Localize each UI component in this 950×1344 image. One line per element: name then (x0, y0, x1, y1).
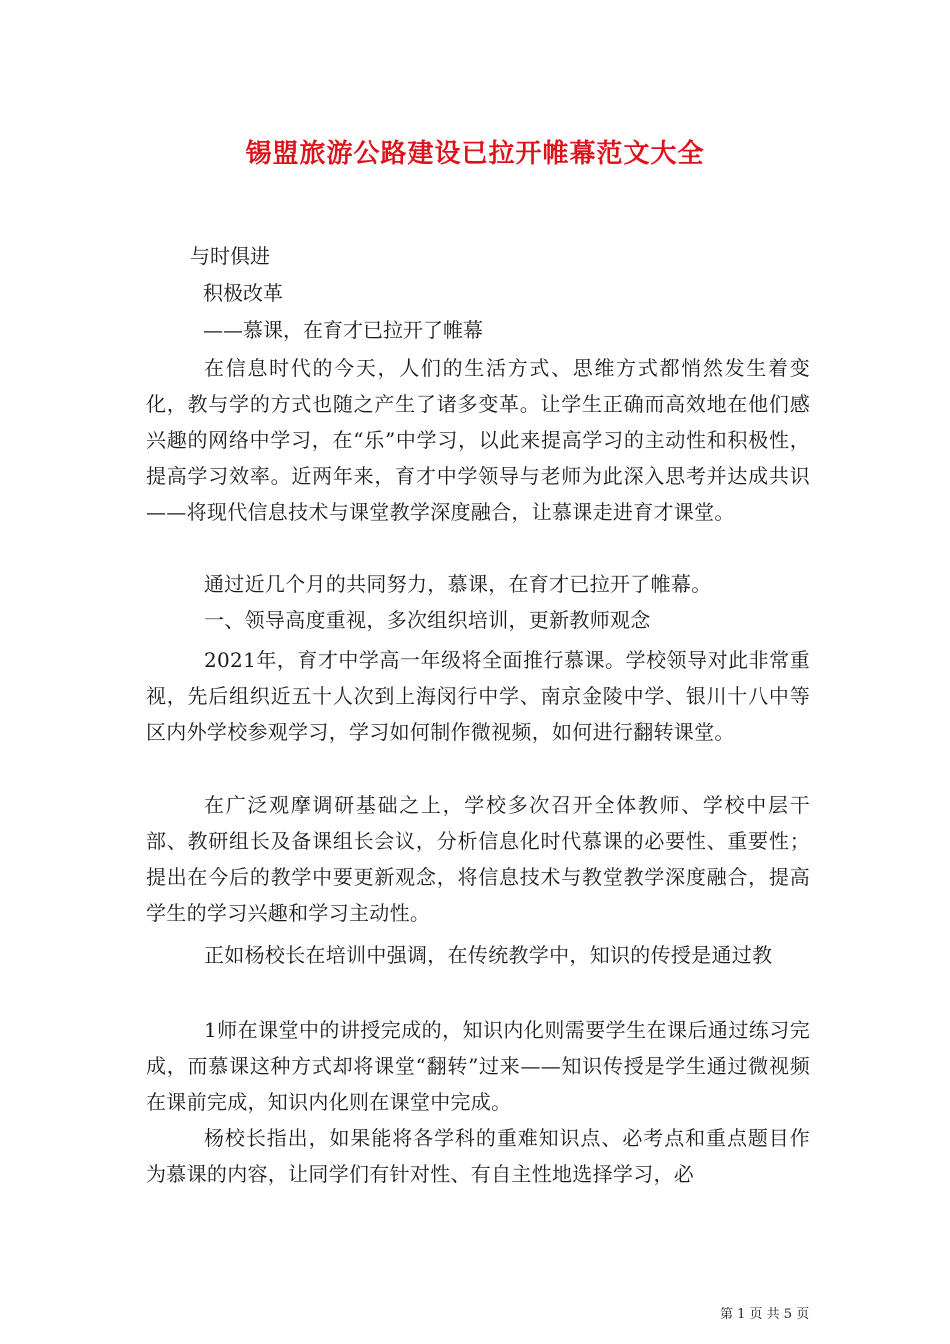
paragraph-5: 正如杨校长在培训中强调，在传统教学中，知识的传授是通过教 (204, 943, 773, 967)
subtitle-line-2: 积极改革 (203, 281, 283, 305)
subtitle-line-1: 与时俱进 (190, 244, 270, 268)
page-number-footer: 第 1 页 共 5 页 (720, 1307, 810, 1322)
paragraph-7: 杨校长指出，如果能将各学科的重难知识点、必考点和重点题目作为慕课的内容，让同学们有针对性、有自主性地选择学习，必 (146, 1126, 810, 1186)
paragraph-6: 1师在课堂中的讲授完成的，知识内化则需要学生在课后通过练习完成，而慕课这种方式却将课堂“翻转”过来——知识传授是学生通过微视频在课前完成，知识内化则在课堂中完成。 (146, 1018, 810, 1114)
subtitle-line-3: ——慕课，在育才已拉开了帷幕 (203, 318, 483, 342)
section-heading-1: 一、领导高度重视，多次组织培训，更新教师观念 (204, 608, 651, 632)
paragraph-4: 在广泛观摩调研基础之上，学校多次召开全体教师、学校中层干部、教研组长及备课组长会议，分析信息化时代慕课的必要性、重要性；提出在今后的教学中要更新观念，将信息技术与教堂教学深度融合，提高学生的学习兴趣和学习主动性。 (146, 793, 810, 925)
document-title: 锡盟旅游公路建设已拉开帷幕范文大全 (245, 139, 705, 169)
paragraph-3: 2021年，育才中学高一年级将全面推行慕课。学校领导对此非常重视，先后组织近五十人次到上海闵行中学、南京金陵中学、银川十八中等区内外学校参观学习，学习如何制作微视频，如何进行翻转课堂。 (146, 648, 810, 744)
paragraph-2: 通过近几个月的共同努力，慕课，在育才已拉开了帷幕。 (204, 572, 712, 596)
paragraph-1: 在信息时代的今天，人们的生活方式、思维方式都悄然发生着变化，教与学的方式也随之产生了诸多变革。让学生正确而高效地在他们感兴趣的网络中学习，在“乐”中学习，以此来提高学习的主动性和积极性，提高学习效率。近两年来，育才中学领导与老师为此深入思考并达成共识——将现代信息技术与课堂教学深度融合，让慕课走进育才课堂。 (146, 356, 810, 524)
